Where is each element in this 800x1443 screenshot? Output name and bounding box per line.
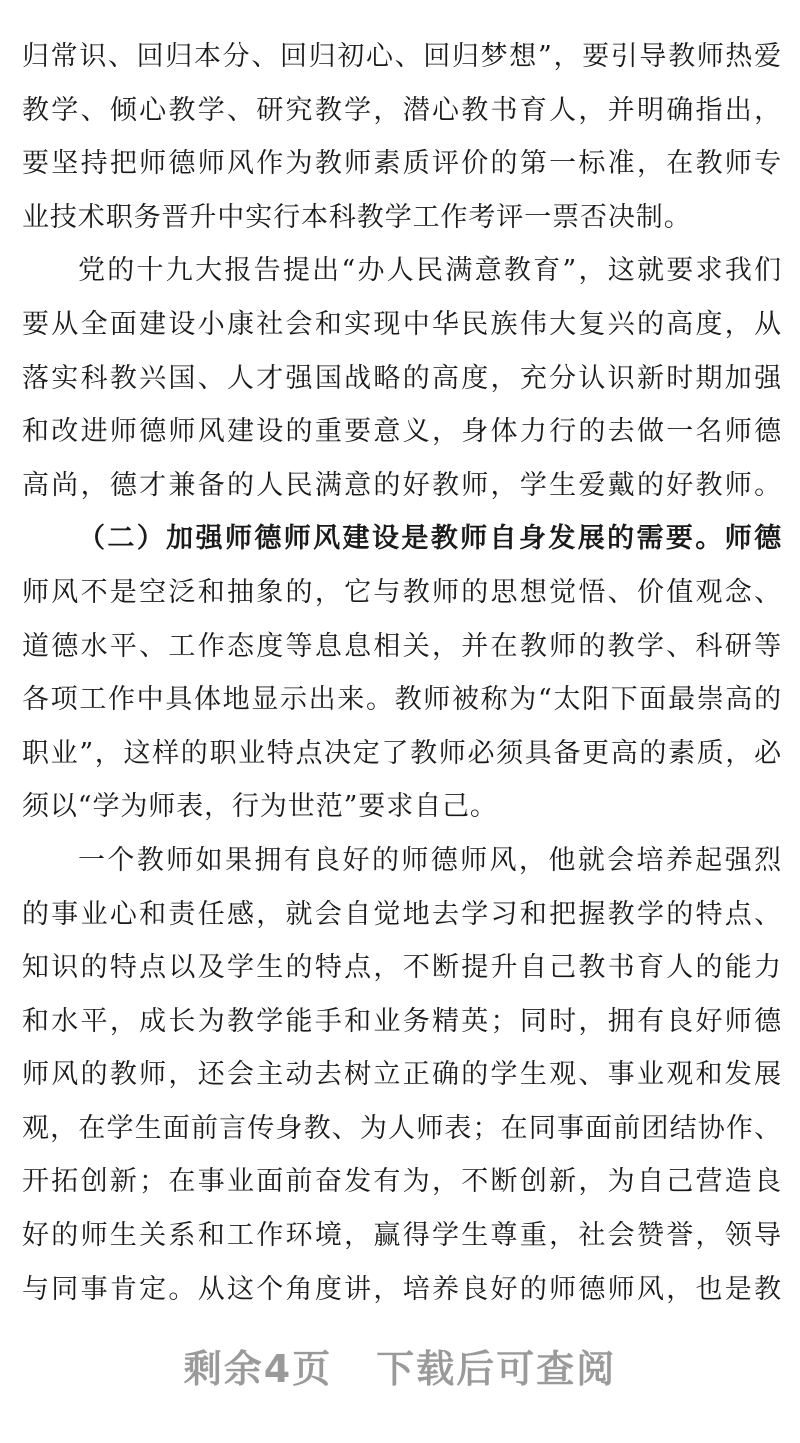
text-line-content: 与同事肯定。从这个角度讲，培养良好的师德师风，也是教 — [22, 1273, 782, 1305]
remaining-pages-notice[interactable] — [0, 1338, 800, 1393]
text-line — [22, 298, 782, 352]
text-line-content: 落实科教兴国、人才强国战略的高度，充分认识新时期加强 — [22, 362, 782, 394]
text-line-content: 和水平，成长为教学能手和业务精英；同时，拥有良好师德 — [22, 1005, 782, 1037]
text-line — [22, 512, 782, 566]
text-line — [22, 1263, 782, 1317]
text-line-content: 高尚，德才兼备的人民满意的好教师，学生爱戴的好教师。 — [22, 469, 782, 501]
text-line-content: 归常识、回归本分、回归初心、回归梦想”，要引导教师热爱 — [22, 41, 782, 72]
text-line — [22, 1155, 782, 1209]
text-line-content: 知识的特点以及学生的特点，不断提升自己教书育人的能力 — [22, 952, 782, 984]
text-line — [22, 244, 782, 298]
text-line — [22, 191, 782, 245]
download-to-view-label: 下载后可查阅 — [376, 1347, 617, 1391]
text-line — [22, 1048, 782, 1102]
text-line — [22, 941, 782, 995]
text-line-content: 开拓创新；在事业面前奋发有为，不断创新，为自己营造良 — [22, 1166, 782, 1198]
text-line — [22, 620, 782, 674]
text-line — [22, 673, 782, 727]
text-line — [22, 405, 782, 459]
text-line — [22, 995, 782, 1049]
text-line — [22, 459, 782, 513]
text-line-content: 好的师生关系和工作环境，赢得学生尊重，社会赞誉，领导 — [22, 1220, 782, 1252]
text-line — [22, 30, 782, 84]
text-line-content: 的事业心和责任感，就会自觉地去学习和把握教学的特点、 — [22, 898, 782, 930]
text-line-content: 师风的教师，还会主动去树立正确的学生观、事业观和发展 — [22, 1059, 782, 1091]
text-line-content: 职业”，这样的职业特点决定了教师必须具备更高的素质，必 — [22, 737, 782, 769]
text-line — [22, 1209, 782, 1263]
text-line-content: 一个教师如果拥有良好的师德师风，他就会培养起强烈 — [78, 844, 782, 876]
text-line-content: 要从全面建设小康社会和实现中华民族伟大复兴的高度，从 — [22, 308, 782, 340]
text-line-content: 各项工作中具体地显示出来。教师被称为“太阳下面最崇高的 — [22, 684, 782, 716]
text-line — [22, 780, 782, 834]
text-line-content: 党的十九大报告提出“办人民满意教育”，这就要求我们 — [78, 255, 782, 287]
text-line — [22, 727, 782, 781]
text-line — [22, 352, 782, 406]
text-line-content: 业技术职务晋升中实行本科教学工作考评一票否决制。 — [22, 201, 692, 233]
text-line — [22, 1102, 782, 1156]
text-line — [22, 137, 782, 191]
text-line — [22, 84, 782, 138]
text-line-content: 教学、倾心教学、研究教学，潜心教书育人，并明确指出， — [22, 94, 782, 126]
text-line — [22, 566, 782, 620]
text-line — [22, 888, 782, 942]
text-line-content: （二）加强师德师风建设是教师自身发展的需要。师德 — [78, 523, 782, 555]
text-line-content: 观，在学生面前言传身教、为人师表；在同事面前团结协作、 — [22, 1112, 782, 1144]
text-line-content: 和改进师德师风建设的重要意义，身体力行的去做一名师德 — [22, 416, 782, 448]
document-body — [22, 30, 782, 1316]
text-line-content: 师风不是空泛和抽象的，它与教师的思想觉悟、价值观念、 — [22, 576, 782, 608]
text-line-content: 要坚持把师德师风作为教师素质评价的第一标准，在教师专 — [22, 148, 782, 180]
text-line-content: 须以“学为师表，行为世范”要求自己。 — [22, 791, 498, 823]
remaining-pages-label: 剩余4页 — [183, 1347, 333, 1391]
text-line-content: 道德水平、工作态度等息息相关，并在教师的教学、科研等 — [22, 630, 782, 662]
text-line — [22, 834, 782, 888]
